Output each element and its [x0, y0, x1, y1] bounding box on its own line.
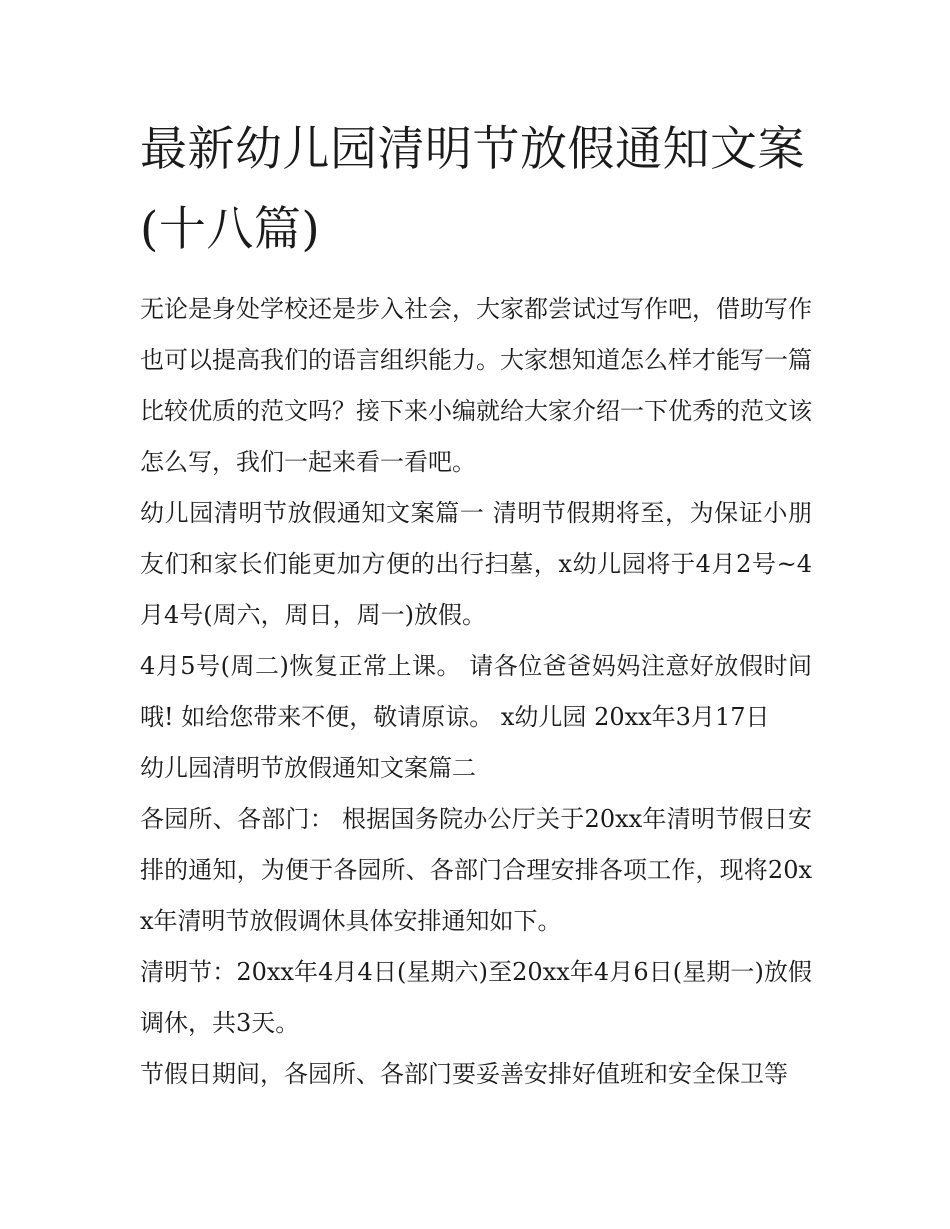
paragraph-notice-2-heading: 幼儿园清明节放假通知文案篇二: [140, 754, 476, 782]
document-page: [140, 110, 812, 1100]
document-title: 最新幼儿园清明节放假通知文案(十八篇): [140, 122, 805, 257]
paragraph-notice-1-resume: 4月5号(周二)恢复正常上课。 请各位爸爸妈妈注意好放假时间哦! 如给您带来不便，敬请原谅。 x幼儿园 20xx年3月17日: [140, 652, 812, 731]
paragraph-duty-arrangement: 节假日期间，各园所、各部门要妥善安排好值班和安全保卫等: [140, 1060, 788, 1088]
paragraph-holiday-dates: 清明节：20xx年4月4日(星期六)至20xx年4月6日(星期一)放假调休，共3天。: [140, 958, 812, 1037]
paragraph-notice-2-body: 各园所、各部门： 根据国务院办公厅关于20xx年清明节假日安排的通知，为便于各园所、各部门合理安排各项工作，现将20xx年清明节放假调休具体安排通知如下。: [140, 805, 812, 935]
paragraph-notice-1: 幼儿园清明节放假通知文案篇一 清明节假期将至，为保证小朋友们和家长们能更加方便的出行扫墓，x幼儿园将于4月2号~4月4号(周六，周日，周一)放假。: [140, 499, 812, 629]
paragraph-intro: 无论是身处学校还是步入社会，大家都尝试过写作吧，借助写作也可以提高我们的语言组织能力。大家想知道怎么样才能写一篇比较优质的范文吗？接下来小编就给大家介绍一下优秀的范文该怎么写，我们一起来看一看吧。: [140, 295, 812, 476]
